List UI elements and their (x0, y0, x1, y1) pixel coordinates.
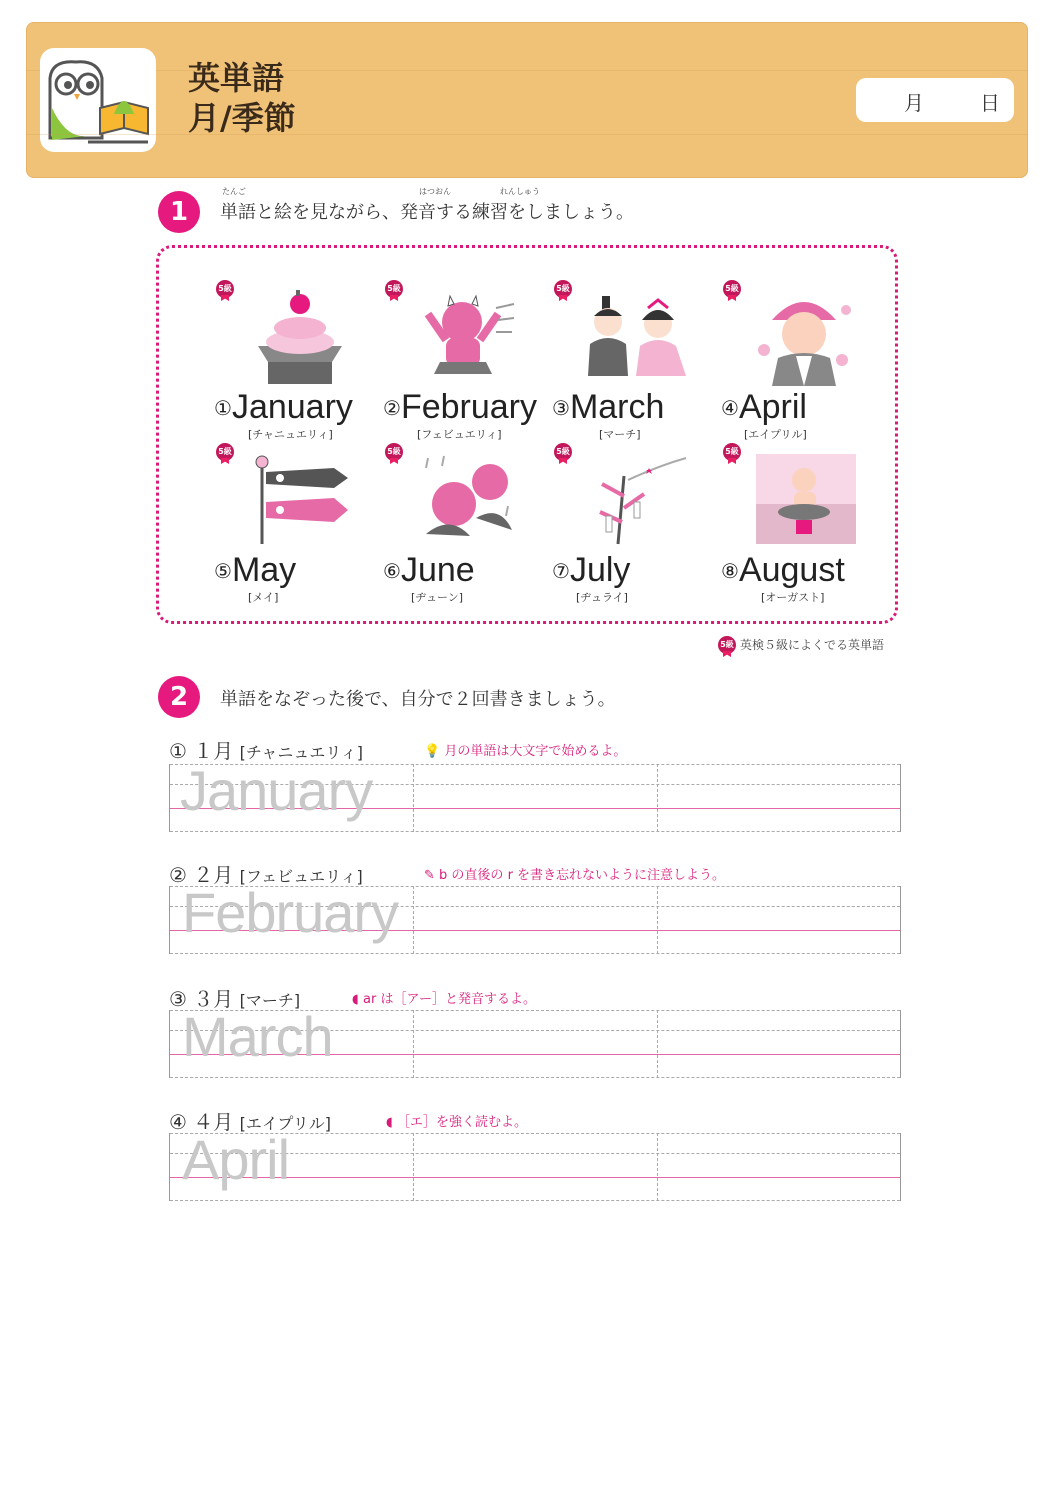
hydrangea-rain-illustration (420, 454, 516, 544)
owl-book-logo (40, 48, 156, 152)
grade-badge-6: 5級 (385, 443, 403, 461)
row-2-tip (424, 864, 725, 883)
row-4-tip (386, 1111, 527, 1130)
row-3-num: ③ (169, 987, 187, 1011)
row-1-tip-text: 月の単語は大文字で始めるよ。 (444, 744, 627, 759)
vocab-word-2 (383, 388, 537, 427)
pencil-icon: ✎ (424, 868, 435, 883)
row-1-month: １月 (193, 739, 234, 763)
vocab-kana-2: [フェビュエリィ] (417, 428, 502, 441)
section-1-instruction: 単語と絵を見ながら、発音する練習をしましょう。 (220, 202, 634, 223)
vocab-word-4 (721, 388, 807, 427)
date-box[interactable] (856, 78, 1014, 122)
vocab-text-8: August (738, 551, 845, 589)
trace-word-3: March (182, 1005, 333, 1068)
vocab-kana-6: [ヂューン] (411, 591, 464, 604)
vocab-word-5 (214, 551, 296, 590)
vocab-num-6: ⑥ (383, 561, 401, 583)
header-banner (26, 22, 1028, 178)
tanabata-bamboo-illustration (588, 456, 688, 546)
row-3-tip (352, 988, 536, 1007)
title-line-1: 英単語 (188, 59, 285, 97)
footnote-text: 英検５級によくでる英単語 (740, 638, 885, 652)
trace-word-2: February (182, 881, 399, 944)
row-2-month: ２月 (193, 863, 234, 887)
grade-badge-7: 5級 (554, 443, 572, 461)
vocab-text-4: April (738, 388, 807, 426)
koinobori-carp-streamer-illustration (252, 454, 352, 546)
vocab-text-7: July (569, 551, 631, 589)
row-2-num: ② (169, 863, 187, 887)
vocab-word-1 (214, 388, 353, 427)
row-1-kana: [チャニュエリィ] (239, 743, 364, 762)
page-title (188, 58, 296, 138)
vocab-text-3: March (569, 388, 665, 426)
vocab-kana-1: [チャニュエリィ] (248, 428, 333, 441)
vocab-kana-7: [ヂュライ] (576, 591, 628, 604)
grade-badge-2: 5級 (385, 280, 403, 298)
section-1-number: 1 (158, 191, 200, 233)
vocab-num-3: ③ (552, 398, 570, 420)
row-3-kana: [マーチ] (239, 991, 301, 1010)
vocab-kana-4: [エイプリル] (744, 428, 807, 441)
writing-lines-4[interactable] (169, 1128, 901, 1201)
vocab-num-1: ① (214, 398, 232, 420)
writing-lines-2[interactable] (169, 881, 901, 954)
vocab-word-7 (552, 551, 630, 590)
vocab-kana-8: [オーガスト] (761, 591, 825, 604)
vocab-kana-5: [メイ] (248, 591, 279, 604)
hina-dolls-illustration (586, 292, 690, 380)
ruby-tango: たんご (222, 187, 246, 196)
vocab-text-5: May (231, 551, 297, 589)
trace-word-1: January (180, 759, 373, 822)
kagami-mochi-illustration (254, 288, 346, 388)
row-2-kana: [フェビュエリィ] (239, 867, 363, 886)
row-4-num: ④ (169, 1110, 187, 1134)
footnote-grade-badge: 5級 (718, 636, 736, 654)
ruby-hatsuon: はつおん (419, 187, 451, 196)
row-3-month: ３月 (193, 987, 234, 1011)
row-1-tip (424, 740, 626, 759)
vocab-text-2: February (400, 388, 537, 426)
section-2-instruction: 単語をなぞった後で、自分で２回書きましょう。 (220, 689, 616, 710)
ruby-renshu: れんしゅう (500, 187, 540, 196)
vocab-num-4: ④ (721, 398, 739, 420)
grade-badge-5: 5級 (216, 443, 234, 461)
oni-demon-illustration (420, 292, 516, 380)
grade-badge-1: 5級 (216, 280, 234, 298)
vocab-word-6 (383, 551, 475, 590)
grade-badge-4: 5級 (723, 280, 741, 298)
vocab-num-2: ② (383, 398, 401, 420)
speaking-mouth-icon: ◖ (352, 992, 359, 1007)
vocab-num-7: ⑦ (552, 561, 570, 583)
vocab-text-6: June (400, 551, 475, 589)
row-3-tip-text: ar は［アー］と発音するよ。 (363, 992, 537, 1007)
grade-badge-8: 5級 (723, 443, 741, 461)
vocab-kana-3: [マーチ] (599, 428, 641, 441)
row-4-month: ４月 (193, 1110, 234, 1134)
day-label: 日 (980, 91, 1000, 115)
writing-lines-3[interactable] (169, 1005, 901, 1078)
writing-lines-1[interactable] (169, 759, 901, 832)
grade-badge-3: 5級 (554, 280, 572, 298)
student-cherry-blossom-illustration (756, 290, 852, 386)
month-label: 月 (904, 91, 924, 115)
vocab-num-5: ⑤ (214, 561, 232, 583)
lightbulb-icon: 💡 (424, 744, 441, 759)
vocab-word-3 (552, 388, 664, 427)
row-4-tip-text: ［エ］を強く読むよ。 (397, 1115, 528, 1130)
vocab-text-1: January (231, 388, 353, 426)
row-2-tip-text: b の直後の r を書き忘れないように注意しよう。 (439, 868, 726, 883)
row-1-num: ① (169, 739, 187, 763)
summer-beach-boy-illustration (756, 454, 856, 544)
section-2-number: 2 (158, 676, 200, 718)
vocab-word-8 (721, 551, 845, 590)
speaking-mouth-icon: ◖ (386, 1115, 393, 1130)
trace-word-4: April (182, 1128, 290, 1191)
title-line-2: 月/季節 (188, 99, 296, 137)
vocab-num-8: ⑧ (721, 561, 739, 583)
row-4-kana: [エイプリル] (239, 1114, 332, 1133)
